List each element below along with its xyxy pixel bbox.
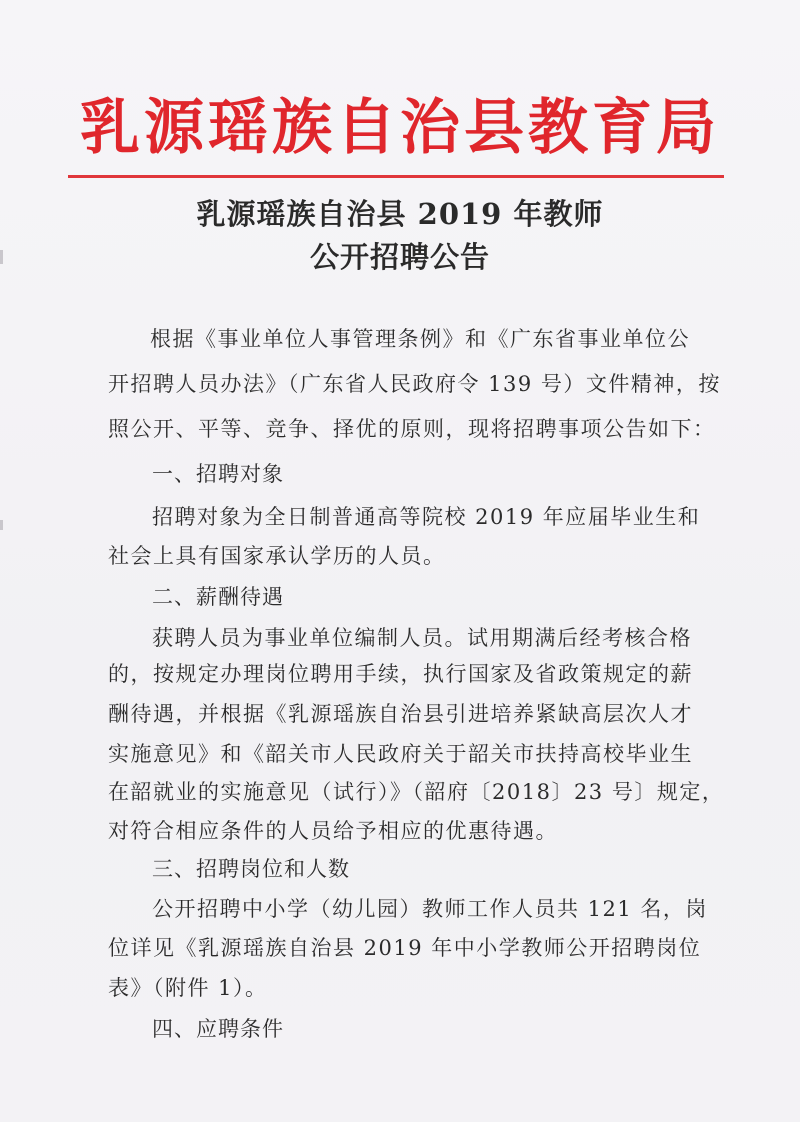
intro-line: 开招聘人员办法》（广东省人民政府令 139 号）文件精神，按	[108, 372, 721, 396]
section2-line: 酬待遇，并根据《乳源瑶族自治县引进培养紧缺高层次人才	[108, 702, 693, 726]
letterhead-org-name: 乳源瑶族自治县教育局	[80, 93, 720, 163]
section3-line: 公开招聘中小学（幼儿园）教师工作人员共 121 名，岗	[152, 897, 708, 921]
section-heading: 二、薪酬待遇	[152, 585, 284, 609]
section3-line: 位详见《乳源瑶族自治县 2019 年中小学教师公开招聘岗位	[108, 936, 702, 960]
section-heading: 三、招聘岗位和人数	[152, 857, 350, 881]
section-heading: 一、招聘对象	[152, 462, 284, 486]
intro-line: 根据《事业单位人事管理条例》和《广东省事业单位公	[150, 327, 690, 351]
section1-line: 招聘对象为全日制普通高等院校 2019 年应届毕业生和	[152, 505, 701, 529]
section2-line: 在韶就业的实施意见（试行）》（韶府〔2018〕23 号〕规定，	[108, 780, 725, 804]
section3-line: 表》（附件 1）。	[108, 976, 268, 1000]
scan-edge-mark	[0, 520, 3, 530]
section2-line: 获聘人员为事业单位编制人员。试用期满后经考核合格	[152, 626, 692, 650]
section2-line: 实施意见》和《韶关市人民政府关于韶关市扶持高校毕业生	[108, 742, 693, 766]
section2-line: 对符合相应条件的人员给予相应的优惠待遇。	[108, 819, 558, 843]
letterhead-red-rule	[68, 175, 724, 178]
section2-line: 的，按规定办理岗位聘用手续，执行国家及省政策规定的薪	[108, 662, 693, 686]
document-title-line2: 公开招聘公告	[309, 240, 490, 274]
section1-line: 社会上具有国家承认学历的人员。	[108, 544, 446, 568]
section-heading: 四、应聘条件	[152, 1017, 284, 1041]
document-title-line1: 乳源瑶族自治县 2019 年教师	[196, 197, 604, 231]
intro-line: 照公开、平等、竞争、择优的原则，现将招聘事项公告如下：	[108, 417, 716, 441]
